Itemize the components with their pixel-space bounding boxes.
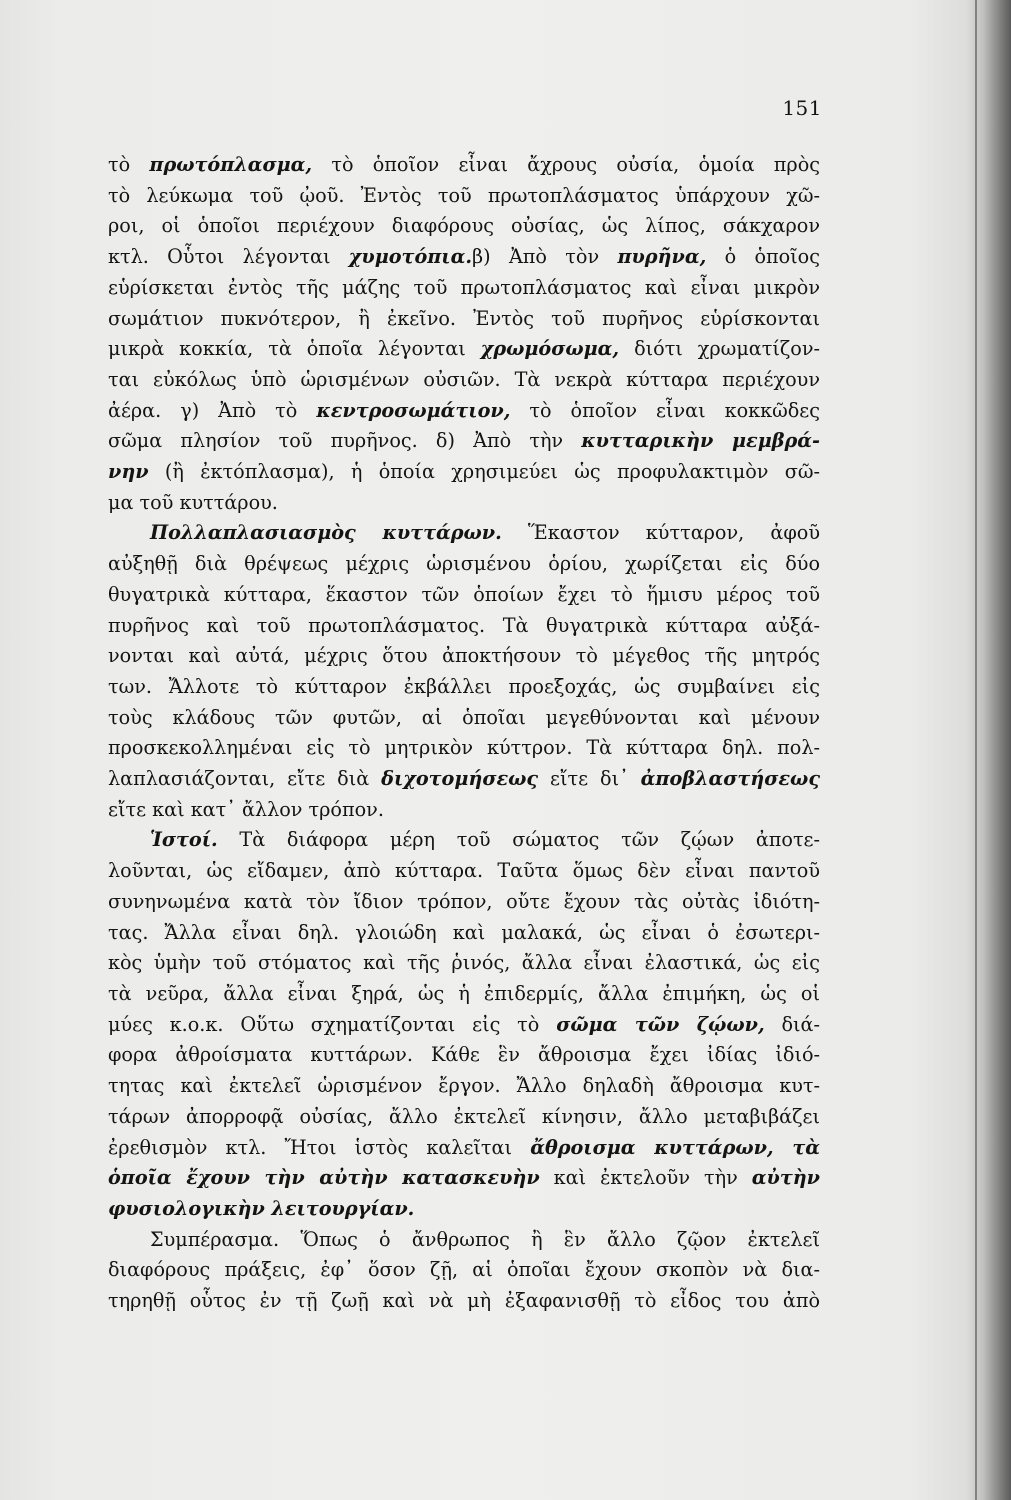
text-run: εὑρίσκεται ἐντὸς τῆς μάζης τοῦ πρωτοπλάσματος καὶ εἶναι μικρὸν [108,275,820,299]
text-line [108,580,820,611]
text-line [108,365,820,396]
emphasized-term: Ἱστοί. [150,828,218,852]
text-run: διαφόρους πράξεις, ἐφ᾽ ὅσον ζῇ, αἱ ὁποῖαι ἔχουν σκοπὸν νὰ δια- [108,1258,820,1282]
text-run: νονται καὶ αὐτά, μέχρις ὅτου ἀποκτήσουν τὸ μέγεθος τῆς μητρός [108,644,820,668]
text-run: συνηνωμένα κατὰ τὸν ἴδιον τρόπον, οὔτε ἔχουν τὰς οὐτὰς ἰδιότη- [108,889,820,913]
text-run: εἴτε καὶ κατ᾽ ἄλλον τρόπον. [108,797,384,821]
text-line [108,211,820,242]
text-run: μα τοῦ κυττάρου. [108,490,278,514]
text-line [108,733,820,764]
text-run: κὸς ὑμὴν τοῦ στόματος καὶ τῆς ῥινός, ἄλλα εἶναι ἐλαστικά, ὡς εἰς [108,951,820,975]
text-line [108,488,820,519]
text-run: τὸ ὁποῖον εἶναι κοκκῶδες [510,398,820,422]
emphasized-term: πυρῆνα, [617,245,707,269]
text-line [108,1071,820,1102]
text-run: φορα ἀθροίσματα κυττάρων. Κάθε ἓν ἄθροισμα ἔχει ἰδίας ἰδιό- [108,1043,820,1067]
text-run: σῶμα πλησίον τοῦ πυρῆνος. δ) Ἀπὸ τὴν [108,429,582,453]
text-run: β) Ἀπὸ τὸν [472,245,618,269]
text-line [108,979,820,1010]
text-run: σωμάτιον πυκνότερον, ἢ ἐκεῖνο. Ἐντὸς τοῦ πυρῆνος εὑρίσκονται [108,306,820,330]
text-run: τας. Ἄλλα εἶναι δηλ. γλοιώδη καὶ μαλακά, ὡς εἶναι ὁ ἐσωτερι- [108,920,820,944]
text-run: ται εὐκόλως ὑπὸ ὡρισμένων οὐσιῶν. Τὰ νεκρὰ κύτταρα περιέχουν [108,367,820,391]
text-line [108,641,820,672]
text-line [108,1194,820,1225]
text-line [108,181,820,212]
text-line [108,549,820,580]
text-run: μύες κ.ο.κ. Οὕτω σχηματίζονται εἰς τὸ [108,1012,557,1036]
text-line [108,273,820,304]
text-run: πυρῆνος καὶ τοῦ πρωτοπλάσματος. Τὰ θυγατρικὰ κύτταρα αὐξά- [108,613,820,637]
text-run: τοὺς κλάδους τῶν φυτῶν, αἱ ὁποῖαι μεγεθύνονται καὶ μένουν [108,705,820,729]
text-line [108,1102,820,1133]
emphasized-term: νην [108,460,149,484]
text-run: Ἕκαστον κύτταρον, ἀφοῦ [501,521,821,545]
text-run: ἐρεθισμὸν κτλ. Ἤτοι ἱστὸς καλεῖται [108,1135,531,1159]
emphasized-term: χυμοτόπια. [348,245,473,269]
text-run: διότι χρωματίζον- [619,337,820,361]
text-line [108,334,820,365]
text-line [108,457,820,488]
text-line [108,611,820,642]
text-line [108,518,820,549]
text-line [108,426,820,457]
text-run: τὸ [108,153,150,176]
text-run: τάρων ἀπορροφᾷ οὐσίας, ἄλλο ἐκτελεῖ κίνησιν, ἄλλο μεταβιβάζει [108,1104,820,1128]
text-run: ἀέρα. γ) Ἀπὸ τὸ [108,398,317,422]
page-edge [975,0,977,1500]
text-line [108,150,820,181]
emphasized-term: ἄθροισμα κυττάρων, τὰ [530,1135,821,1159]
text-line [108,948,820,979]
text-run: Τὰ διάφορα μέρη τοῦ σώματος τῶν ζῴων ἀποτε- [217,828,820,852]
text-run: λοῦνται, ὡς εἴδαμεν, ἀπὸ κύτταρα. Ταῦτα ὅμως δὲν εἶναι παντοῦ [108,859,820,883]
text-run: εἴτε δι᾽ [538,767,641,791]
text-line [108,672,820,703]
text-run: τὸ λεύκωμα τοῦ ᾠοῦ. Ἐντὸς τοῦ πρωτοπλάσματος ὑπάρχουν χῶ- [108,183,820,207]
text-line [108,1163,820,1194]
text-line [108,764,820,795]
text-line [108,795,820,826]
text-run: μικρὰ κοκκία, τὰ ὁποῖα λέγονται [108,337,481,361]
text-run: θυγατρικὰ κύτταρα, ἕκαστον τῶν ὁποίων ἔχει τὸ ἥμισυ μέρος τοῦ [108,582,820,606]
text-run: Συμπέρασμα. Ὅπως ὁ ἄνθρωπος ἢ ἓν ἄλλο ζῷον ἐκτελεῖ [150,1227,820,1251]
text-run: των. Ἄλλοτε τὸ κύτταρον ἐκβάλλει προεξοχάς, ὡς συμβαίνει εἰς [108,674,820,698]
text-run: τηρηθῇ οὗτος ἐν τῇ ζωῇ καὶ νὰ μὴ ἐξαφανισθῇ τὸ εἶδος του ἀπὸ [108,1289,820,1313]
text-line [108,1133,820,1164]
text-run: καὶ ἐκτελοῦν τὴν [539,1166,752,1190]
text-run: ὁ ὁποῖος [706,245,820,269]
emphasized-term: διχοτομήσεως [381,767,539,791]
page-number: 151 [782,96,822,120]
text-run: τητας καὶ ἐκτελεῖ ὡρισμένον ἔργον. Ἄλλο δηλαδὴ ἄθροισμα κυτ- [108,1074,820,1098]
text-line [108,1225,820,1256]
text-run: τὸ ὁποῖον εἶναι ἄχρους οὐσία, ὁμοία πρὸς [312,153,820,176]
text-run: (ἢ ἐκτόπλασμα), ἡ ὁποία χρησιμεύει ὡς προφυλακτιμὸν σῶ- [148,460,820,484]
text-line [108,396,820,427]
emphasized-term: κυτταρικὴν μεμβρά- [581,429,820,453]
text-run: διά- [764,1012,820,1036]
text-line [108,242,820,273]
text-run: τὰ νεῦρα, ἄλλα εἶναι ξηρά, ὡς ἡ ἐπιδερμίς, ἄλλα ἐπιμήκη, ὡς οἱ [108,981,820,1005]
emphasized-term: ὁποῖα ἔχουν τὴν αὐτὴν κατασκευὴν [108,1166,540,1190]
text-run: ροι, οἱ ὁποῖοι περιέχουν διαφόρους οὐσίας, ὡς λίπος, σάκχαρον [108,214,820,238]
text-line [108,887,820,918]
text-line [108,825,820,856]
text-line [108,1286,820,1317]
emphasized-term: Πολλαπλασιασμὸς κυττάρων. [150,521,502,545]
emphasized-term: φυσιολογικὴν λειτουργίαν. [108,1196,415,1220]
text-line [108,856,820,887]
text-line [108,703,820,734]
text-line [108,918,820,949]
page-gutter-shadow [965,0,1011,1500]
text-run: προσκεκολλημέναι εἰς τὸ μητρικὸν κύττρον. Τὰ κύτταρα δηλ. πολ- [108,736,820,760]
text-line [108,1010,820,1041]
emphasized-term: χρωμόσωμα, [480,337,620,361]
emphasized-term: ἀποβλαστήσεως [640,767,820,791]
text-run: αὐξηθῇ διὰ θρέψεως μέχρις ὡρισμένου ὁρίου, χωρίζεται εἰς δύο [108,552,820,576]
emphasized-term: σῶμα τῶν ζῴων, [556,1012,765,1036]
emphasized-term: κεντροσωμάτιον, [316,398,511,422]
body-text [108,150,820,1317]
emphasized-term: αὐτὴν [751,1166,820,1190]
text-line [108,1040,820,1071]
text-line [108,1255,820,1286]
emphasized-term: πρωτόπλασμα, [149,153,313,176]
text-run: λαπλασιάζονται, εἴτε διὰ [108,767,382,791]
text-run: κτλ. Οὗτοι λέγονται [108,245,349,269]
text-line [108,304,820,335]
